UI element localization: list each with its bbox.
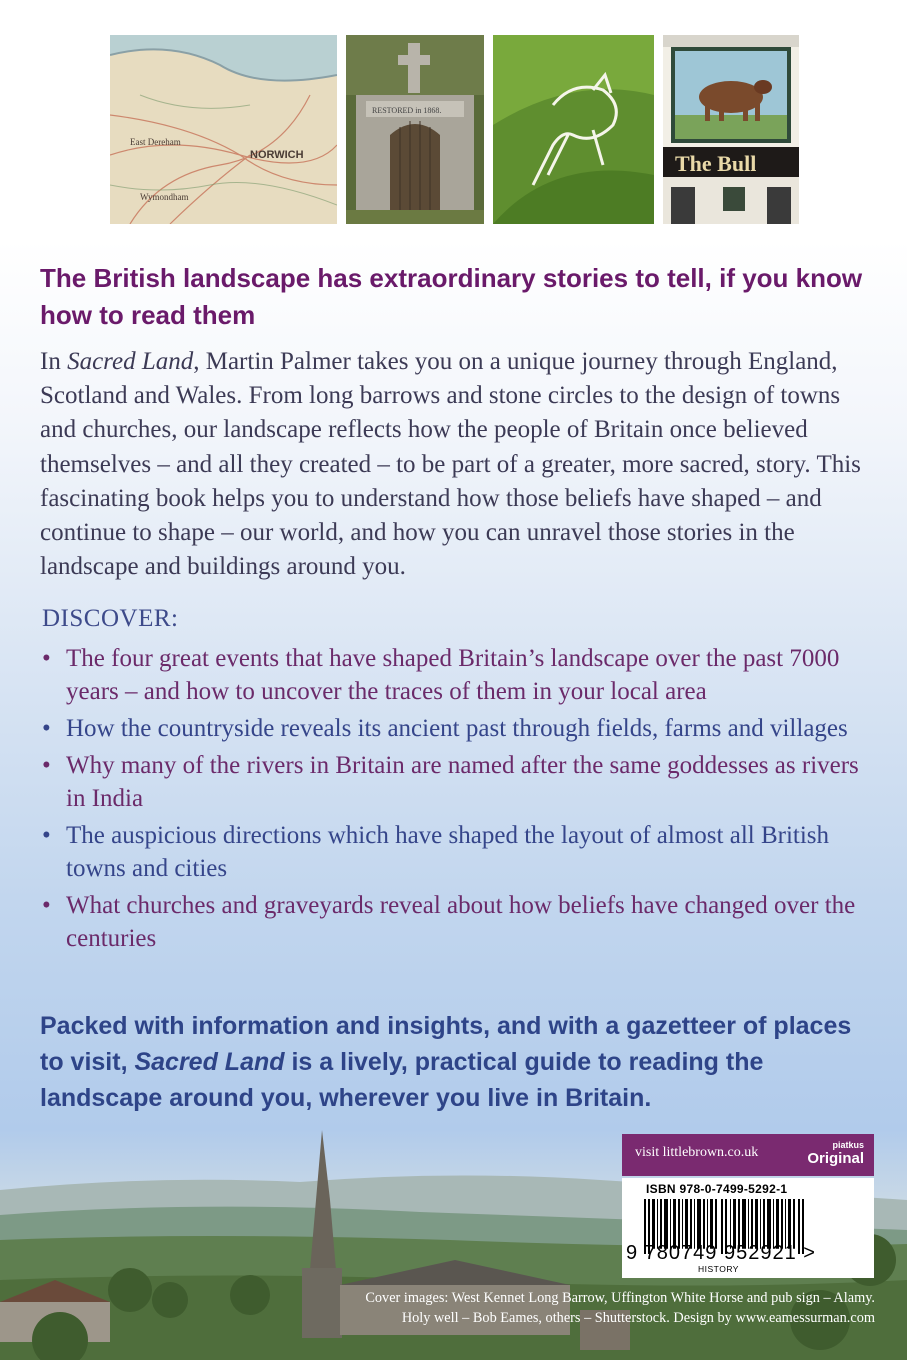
summary-paragraph: Packed with information and insights, and with a gazetteer of places to visit, Sacred Land is a lively, practical guide to reading the landscape around you, wherever you live in Britain. <box>40 1012 852 1112</box>
image-credits <box>220 1288 875 1328</box>
bullet-icon: • <box>42 645 51 672</box>
credits-line-2: Holy well – Bob Eames, others – Shutterstock. Design by www.eamessurman.com <box>401 1310 875 1326</box>
map-label-dereham: East Dereham <box>130 137 181 147</box>
discover-heading: DISCOVER: <box>42 605 179 632</box>
pub-sign-photo <box>663 35 799 224</box>
publisher-bar <box>622 1134 874 1176</box>
barcode-digits: 9 780749 952921 > <box>626 1242 816 1264</box>
barcode-box <box>622 1178 874 1278</box>
book-title: Sacred Land <box>67 348 194 375</box>
intro-prefix: In <box>40 348 68 375</box>
map-photo <box>110 35 337 224</box>
list-item: • Why many of the rivers in Britain are named after the same goddesses as rivers in India <box>42 749 882 815</box>
list-item: • The four great events that have shaped Britain’s landscape over the past 7000 years – and how to uncover the traces of them in your local area <box>42 642 882 708</box>
map-label-wymondham: Wymondham <box>140 192 189 202</box>
white-horse-photo <box>493 35 654 224</box>
category-label: HISTORY <box>698 1264 739 1274</box>
bullet-icon: • <box>42 715 51 742</box>
book-title-inline: Sacred Land <box>134 1048 285 1076</box>
isbn-text: ISBN 978-0-7499-5292-1 <box>646 1182 788 1196</box>
list-item: • How the countryside reveals its ancient past through fields, farms and villages <box>42 712 882 745</box>
credits-line-1: Cover images: West Kennet Long Barrow, Uffington White Horse and pub sign – Alamy. <box>365 1290 875 1306</box>
publisher-logo: piatkus Original <box>807 1140 864 1167</box>
list-item: • What churches and graveyards reveal about how beliefs have changed over the centuries <box>42 889 882 955</box>
bullet-icon: • <box>42 752 51 779</box>
list-item: • The auspicious directions which have shaped the layout of almost all British towns and cities <box>42 819 882 885</box>
intro-text: , Martin Palmer takes you on a unique journey through England, Scotland and Wales. From long barrows and stone circles to the design of towns and churches, our landscape reflects how the people of Britain once believed themselves – and all they created – to be part of a greater, more sacred, story. This fascinating book helps you to understand how those beliefs have shaped – and continue to shape – our world, and how you can unravel those stories in the landscape and buildings around you. <box>40 348 861 581</box>
headline: The British landscape has extraordinary stories to tell, if you know how to read them <box>40 263 863 330</box>
bullet-icon: • <box>42 892 51 919</box>
visit-link[interactable]: visit littlebrown.co.uk <box>635 1145 759 1160</box>
bullet-icon: • <box>42 822 51 849</box>
intro-paragraph <box>40 345 880 584</box>
pub-sign-text: The Bull <box>675 151 757 176</box>
map-label-norwich: NORWICH <box>250 149 304 161</box>
well-inscription: RESTORED in 1868. <box>372 106 442 115</box>
discover-list <box>42 642 882 959</box>
holy-well-photo <box>346 35 484 224</box>
